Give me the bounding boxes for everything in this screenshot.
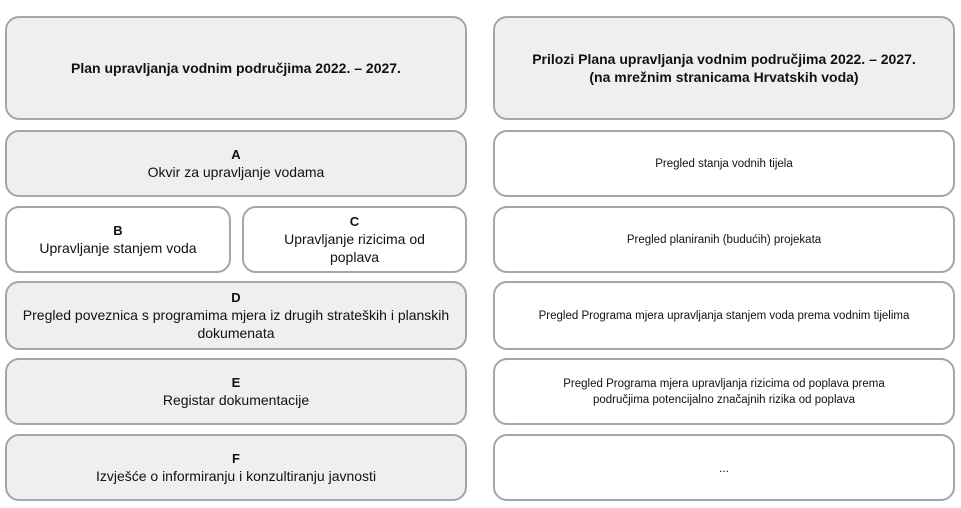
section-f-text: Izvješće o informiranju i konzultiranju javnosti [95, 467, 377, 484]
annex-item-2-text: Pregled planiranih (budućih) projekata [626, 233, 822, 246]
annex-item-4-text: Pregled Programa mjera upravljanja rizicima od poplava prema područjima potencijalno značajnih rizika od poplava [563, 377, 885, 406]
section-f-letter: F [232, 450, 240, 466]
annexes-title-line1: Prilozi Plana upravljanja vodnim područjima 2022. – 2027. [532, 51, 916, 67]
annexes-header-box [493, 16, 955, 120]
section-c-text: Upravljanje rizicima od poplava [284, 230, 425, 265]
section-b-text: Upravljanje stanjem voda [39, 239, 197, 256]
annex-item-5 [493, 434, 955, 501]
section-e-letter: E [231, 374, 241, 390]
section-b-letter: B [113, 222, 123, 238]
section-e-box [5, 358, 467, 425]
annexes-title-line2: (na mrežnim stranicama Hrvatskih voda) [589, 69, 859, 85]
section-d-text: Pregled poveznica s programima mjera iz drugih strateških i planskih dokumenata [22, 306, 450, 341]
annex-item-1-text: Pregled stanja vodnih tijela [655, 157, 793, 170]
annex-item-5-text: ... [718, 460, 729, 475]
annex-item-1 [493, 130, 955, 197]
section-c-letter: C [349, 213, 360, 229]
plan-title: Plan upravljanja vodnim područjima 2022. – 2027. [71, 60, 401, 76]
annex-item-2 [493, 206, 955, 273]
section-e-text: Registar dokumentacije [162, 391, 310, 408]
section-a-text: Okvir za upravljanje vodama [147, 163, 325, 180]
section-b-box [5, 206, 231, 273]
section-a-letter: A [231, 146, 241, 162]
plan-header-box [5, 16, 467, 120]
section-d-box [5, 281, 467, 350]
section-c-box [242, 206, 467, 273]
section-f-box [5, 434, 467, 501]
section-d-letter: D [231, 289, 241, 305]
annex-item-3 [493, 281, 955, 350]
annex-item-4 [493, 358, 955, 425]
annex-item-3-text: Pregled Programa mjera upravljanja stanjem voda prema vodnim tijelima [538, 309, 910, 322]
section-a-box [5, 130, 467, 197]
